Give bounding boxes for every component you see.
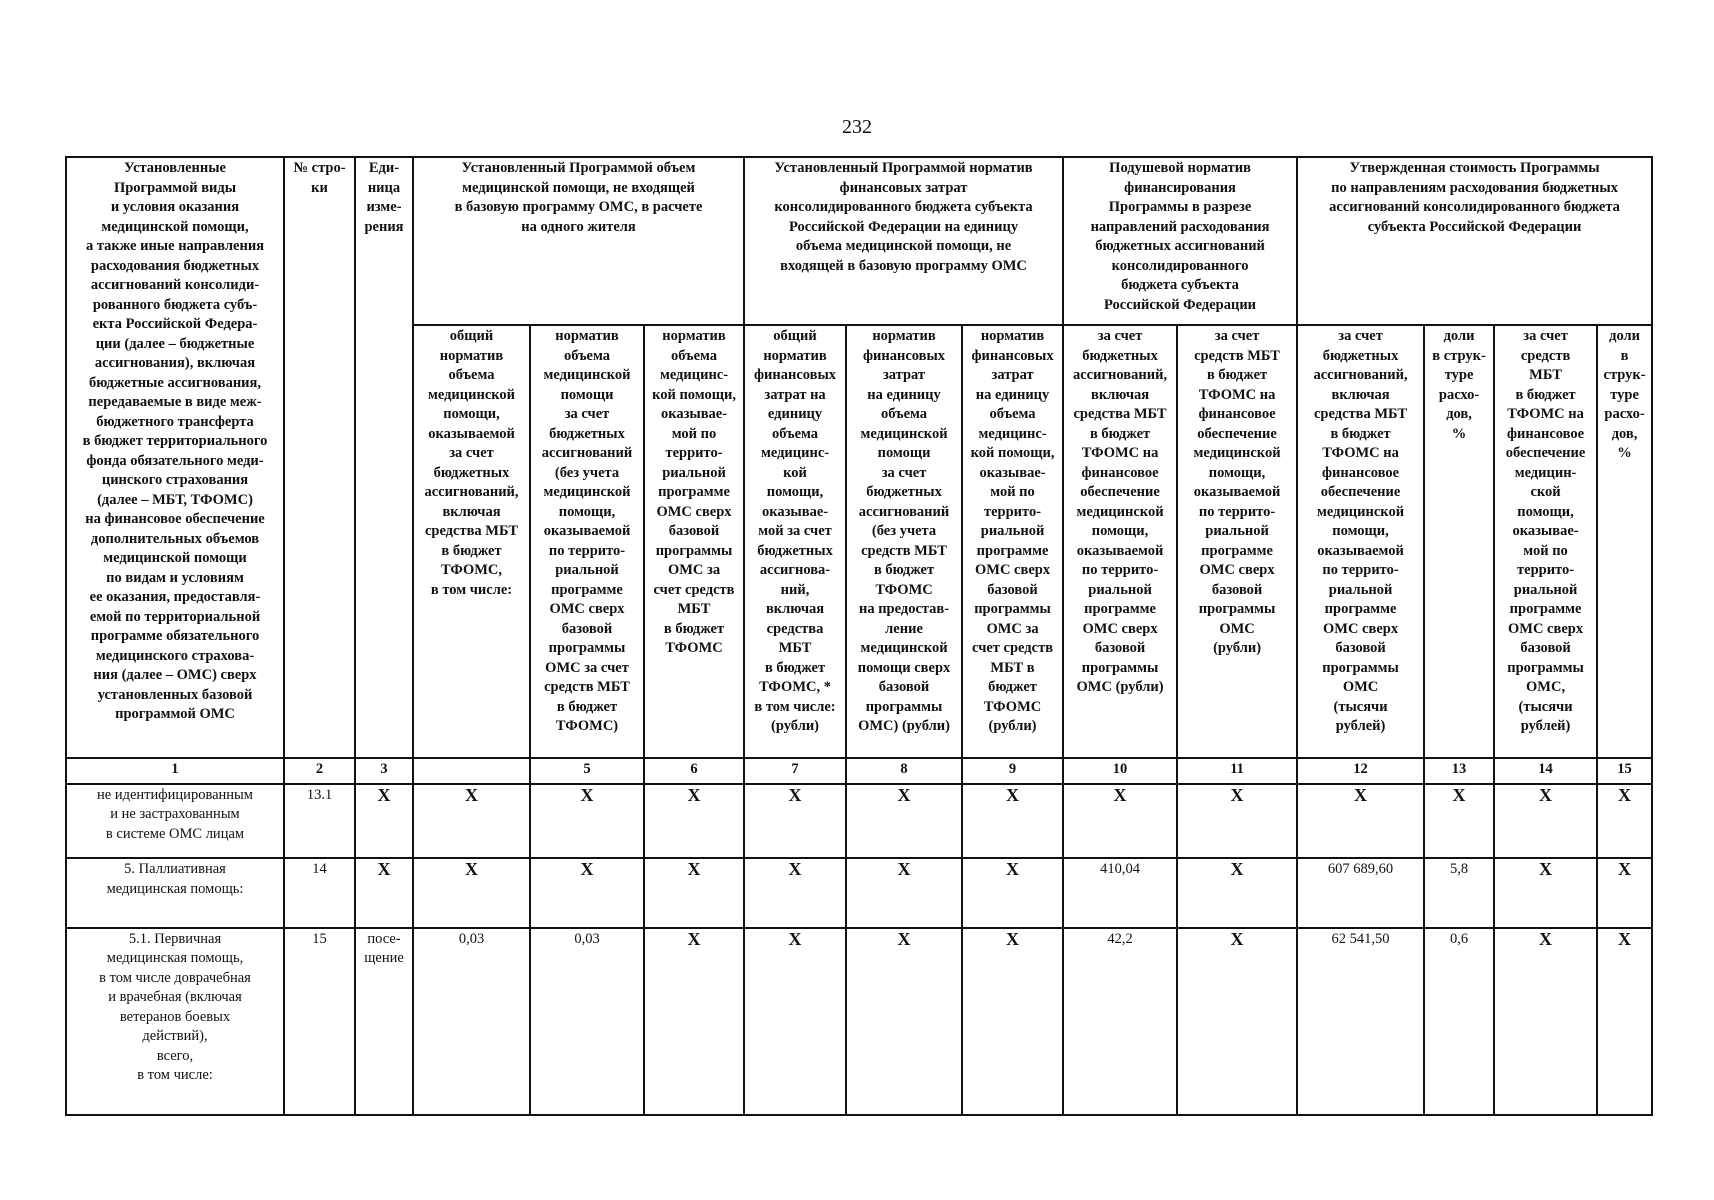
- table-cell: 607 689,60: [1297, 858, 1424, 927]
- table-cell: X: [644, 858, 744, 927]
- table-row: [66, 858, 1652, 927]
- table-cell: X: [1063, 784, 1177, 858]
- column-number: 7: [744, 758, 846, 784]
- row-label: 5. Паллиативная медицинская помощь:: [66, 858, 284, 927]
- table-cell: X: [644, 928, 744, 1115]
- row-number-cell: 13.1: [284, 784, 355, 858]
- table-cell: 410,04: [1063, 858, 1177, 927]
- header-col-13: доли в струк- туре расхо- дов, %: [1424, 325, 1494, 758]
- table-cell: X: [1597, 784, 1652, 858]
- table-cell: 0,03: [413, 928, 530, 1115]
- page-number: 232: [842, 116, 872, 138]
- table-cell: X: [1177, 928, 1297, 1115]
- table-cell: 0,03: [530, 928, 644, 1115]
- column-number: 6: [644, 758, 744, 784]
- header-col-15: доли в струк- туре расхо- дов, %: [1597, 325, 1652, 758]
- table-cell: X: [413, 858, 530, 927]
- table-cell: 42,2: [1063, 928, 1177, 1115]
- column-number: 15: [1597, 758, 1652, 784]
- table-cell: X: [744, 928, 846, 1115]
- header-col-11: за счет средств МБТ в бюджет ТФОМС на финансовое обеспечение медицинской помощи, оказываемой по террито- риальной программе ОМС сверх базовой программы ОМС (рубли): [1177, 325, 1297, 758]
- column-number: 2: [284, 758, 355, 784]
- column-number: 8: [846, 758, 962, 784]
- header-percapita-group: Подушевой норматив финансирования Программы в разрезе направлений расходования бюджетных ассигнований консолидированного бюджета субъекта Российской Федерации: [1063, 157, 1297, 325]
- table-cell: X: [1494, 928, 1597, 1115]
- column-number: [413, 758, 530, 784]
- header-col-9: норматив финансовых затрат на единицу объема медицинс- кой помощи, оказывае- мой по террито- риальной программе ОМС сверх базовой программы ОМС за счет средств МБТ в бюджет ТФОМС (рубли): [962, 325, 1063, 758]
- unit-cell: посе- щение: [355, 928, 413, 1115]
- header-col-8: норматив финансовых затрат на единицу объема медицинской помощи за счет бюджетных ассигнований (без учета средств МБТ в бюджет ТФОМС на предостав- ление медицинской помощи сверх базовой программы ОМС) (рубли): [846, 325, 962, 758]
- header-row-number: № стро- ки: [284, 157, 355, 758]
- table-cell: X: [1177, 784, 1297, 858]
- table-cell: X: [846, 784, 962, 858]
- column-number-row: [66, 758, 1652, 784]
- column-number: 3: [355, 758, 413, 784]
- table-cell: 5,8: [1424, 858, 1494, 927]
- row-number-cell: 14: [284, 858, 355, 927]
- column-number: 5: [530, 758, 644, 784]
- table-cell: X: [1494, 858, 1597, 927]
- header-norm-group: Установленный Программой норматив финансовых затрат консолидированного бюджета субъекта Российской Федерации на единицу объема медицинской помощи, не входящей в базовую программу ОМС: [744, 157, 1063, 325]
- table-cell: X: [530, 784, 644, 858]
- row-number-cell: 15: [284, 928, 355, 1115]
- column-number: 1: [66, 758, 284, 784]
- table-row: [66, 784, 1652, 858]
- header-col-7: общий норматив финансовых затрат на единицу объема медицинс- кой помощи, оказывае- мой за счет бюджетных ассигнова- ний, включая средства МБТ в бюджет ТФОМС, * в том числе: (рубли): [744, 325, 846, 758]
- table-cell: 0,6: [1424, 928, 1494, 1115]
- table-cell: X: [1494, 784, 1597, 858]
- column-number: 9: [962, 758, 1063, 784]
- table-cell: X: [846, 928, 962, 1115]
- table-cell: X: [1597, 928, 1652, 1115]
- header-col-5: норматив объема медицинской помощи за счет бюджетных ассигнований (без учета медицинской помощи, оказываемой по террито- риальной программе ОМС сверх базовой программы ОМС за счет средств МБТ в бюджет ТФОМС): [530, 325, 644, 758]
- table-cell: X: [413, 784, 530, 858]
- table-row: [66, 928, 1652, 1115]
- table-cell: X: [1597, 858, 1652, 927]
- header-col-4: общий норматив объема медицинской помощи, оказываемой за счет бюджетных ассигнований, включая средства МБТ в бюджет ТФОМС, в том числе:: [413, 325, 530, 758]
- table-cell: X: [644, 784, 744, 858]
- column-number: 11: [1177, 758, 1297, 784]
- table-cell: X: [1177, 858, 1297, 927]
- header-types-of-care: Установленные Программой виды и условия оказания медицинской помощи, а также иные направления расходования бюджетных ассигнований консолиди- рованного бюджета субъ- екта Российской Федера- ции (далее – бюджетные ассигнования), включая бюджетные ассигнования, передаваемые в виде меж- бюджетного трансферта в бюджет территориального фонда обязательного меди- цинского страхования (далее – МБТ, ТФОМС) на финансовое обеспечение дополнительных объемов медицинской помощи по видам и условиям ее оказания, предоставля- емой по территориальной программе обязательного медицинского страхова- ния (далее – ОМС) сверх установленных базовой программой ОМС: [66, 157, 284, 758]
- header-unit: Еди- ница изме- рения: [355, 157, 413, 758]
- table-cell: X: [530, 858, 644, 927]
- row-label: 5.1. Первичная медицинская помощь, в том числе доврачебная и врачебная (включая ветеранов боевых действий), всего, в том числе:: [66, 928, 284, 1115]
- table-cell: X: [744, 784, 846, 858]
- column-number: 14: [1494, 758, 1597, 784]
- header-cost-group: Утвержденная стоимость Программы по направлениям расходования бюджетных ассигнований консолидированного бюджета субъекта Российской Федерации: [1297, 157, 1652, 325]
- header-col-6: норматив объема медицинс- кой помощи, оказывае- мой по террито- риальной программе ОМС сверх базовой программы ОМС за счет средств МБТ в бюджет ТФОМС: [644, 325, 744, 758]
- header-volume-group: Установленный Программой объем медицинской помощи, не входящей в базовую программу ОМС, в расчете на одного жителя: [413, 157, 744, 325]
- column-number: 10: [1063, 758, 1177, 784]
- table-cell: X: [962, 858, 1063, 927]
- column-number: 12: [1297, 758, 1424, 784]
- table-cell: X: [962, 784, 1063, 858]
- header-col-14: за счет средств МБТ в бюджет ТФОМС на финансовое обеспечение медицин- ской помощи, оказывае- мой по террито- риальной программе ОМС сверх базовой программы ОМС, (тысячи рублей): [1494, 325, 1597, 758]
- column-number: 13: [1424, 758, 1494, 784]
- header-col-10: за счет бюджетных ассигнований, включая средства МБТ в бюджет ТФОМС на финансовое обеспечение медицинской помощи, оказываемой по террито- риальной программе ОМС сверх базовой программы ОМС (рубли): [1063, 325, 1177, 758]
- table-cell: X: [744, 858, 846, 927]
- table-cell: 62 541,50: [1297, 928, 1424, 1115]
- table-cell: X: [1424, 784, 1494, 858]
- row-label: не идентифицированным и не застрахованным в системе ОМС лицам: [66, 784, 284, 858]
- program-cost-table: [65, 156, 1653, 1116]
- table-cell: X: [1297, 784, 1424, 858]
- header-col-12: за счет бюджетных ассигнований, включая средства МБТ в бюджет ТФОМС на финансовое обеспечение медицинской помощи, оказываемой по террито- риальной программе ОМС сверх базовой программы ОМС (тысячи рублей): [1297, 325, 1424, 758]
- unit-cell: X: [355, 858, 413, 927]
- table-cell: X: [962, 928, 1063, 1115]
- unit-cell: X: [355, 784, 413, 858]
- table-cell: X: [846, 858, 962, 927]
